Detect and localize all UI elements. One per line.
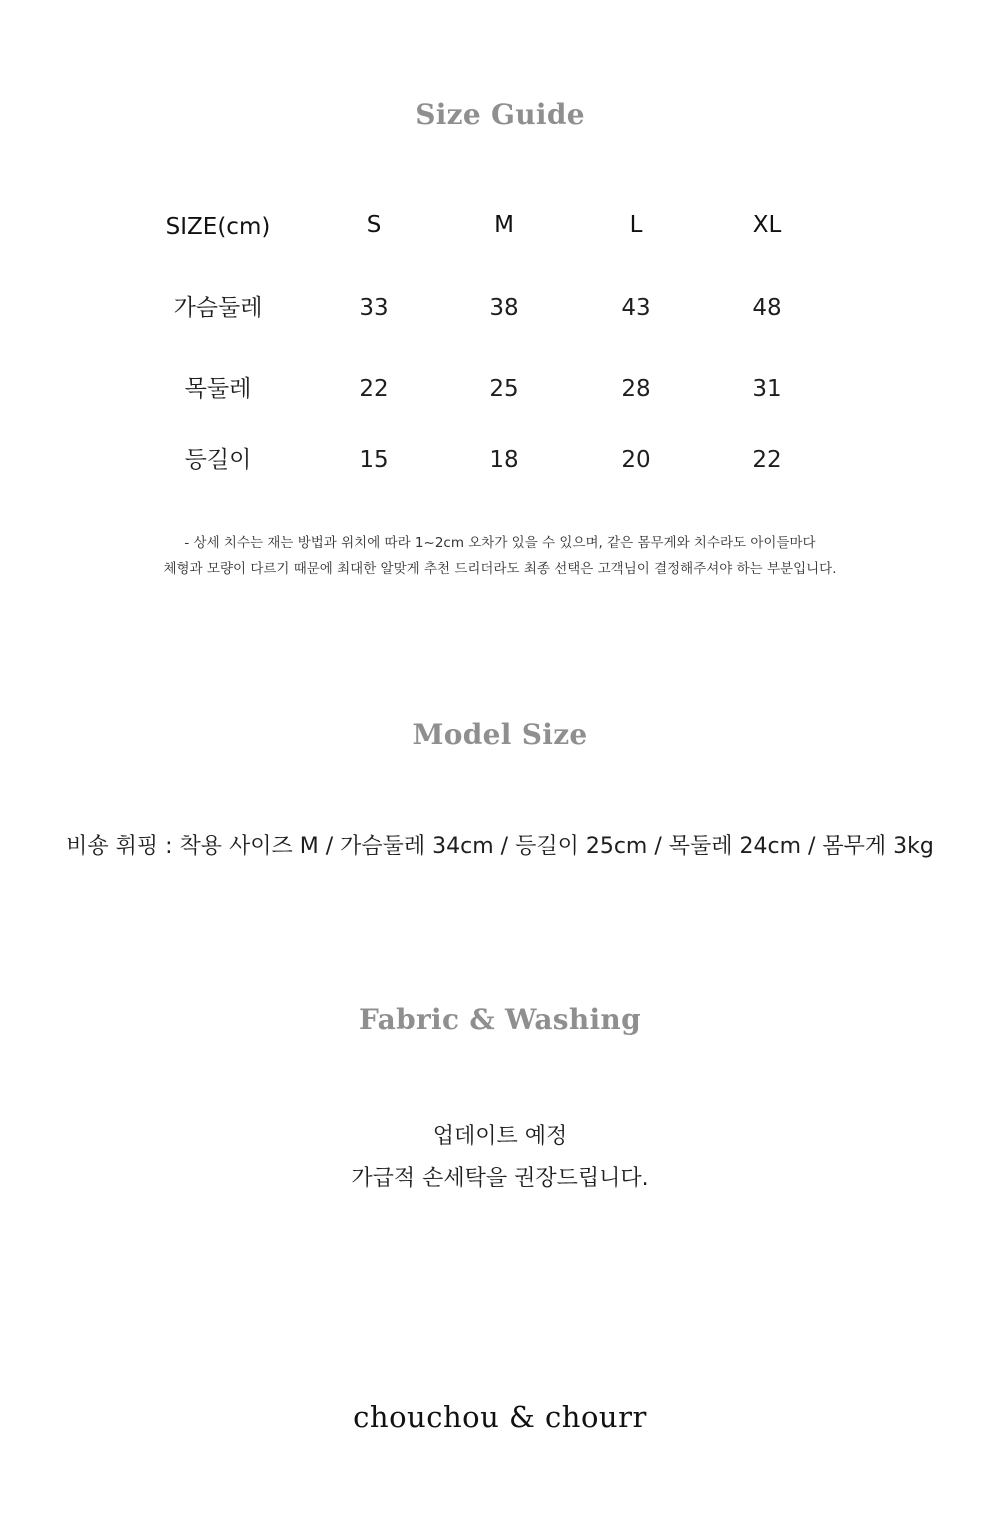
table-cell: 20 bbox=[621, 447, 651, 473]
size-note-line-1: - 상세 치수는 재는 방법과 위치에 따라 1~2cm 오차가 있을 수 있으며, 같은 몸무게와 치수라도 아이들마다 bbox=[184, 535, 816, 551]
model-size-title: Model Size bbox=[412, 718, 588, 751]
table-cell: 15 bbox=[359, 447, 389, 473]
table-cell: 18 bbox=[489, 447, 519, 473]
table-cell: 43 bbox=[621, 295, 651, 321]
washing-recommendation-text: 가급적 손세탁을 권장드립니다. bbox=[351, 1166, 649, 1191]
size-table-header-label: SIZE(cm) bbox=[165, 214, 271, 240]
fabric-update-text: 업데이트 예정 bbox=[432, 1124, 568, 1149]
table-cell: 28 bbox=[621, 376, 651, 402]
fabric-washing-title: Fabric & Washing bbox=[359, 1003, 641, 1036]
table-row-label-neck: 목둘레 bbox=[184, 376, 252, 402]
table-cell: 25 bbox=[489, 376, 519, 402]
table-cell: 33 bbox=[359, 295, 389, 321]
size-table-header-l: L bbox=[629, 212, 643, 238]
size-note-line-2: 체형과 모량이 다르기 때문에 최대한 알맞게 추천 드리더라도 최종 선택은 고객님이 결정해주셔야 하는 부분입니다. bbox=[163, 561, 837, 577]
size-table-header-m: M bbox=[494, 212, 514, 238]
table-cell: 22 bbox=[359, 376, 389, 402]
table-cell: 48 bbox=[752, 295, 782, 321]
size-guide-title: Size Guide bbox=[415, 98, 585, 131]
model-size-text: 비숑 휘핑 : 착용 사이즈 M / 가슴둘레 34cm / 등길이 25cm / 목둘레 24cm / 몸무게 3kg bbox=[66, 834, 934, 859]
size-table-header-xl: XL bbox=[752, 212, 782, 238]
table-row-label-back: 등길이 bbox=[184, 447, 252, 473]
table-cell: 22 bbox=[752, 447, 782, 473]
brand-wordmark: chouchou & chourr bbox=[353, 1400, 647, 1434]
table-cell: 31 bbox=[752, 376, 782, 402]
table-cell: 38 bbox=[489, 295, 519, 321]
table-row-label-chest: 가슴둘레 bbox=[173, 295, 263, 321]
size-table-header-s: S bbox=[366, 212, 382, 238]
